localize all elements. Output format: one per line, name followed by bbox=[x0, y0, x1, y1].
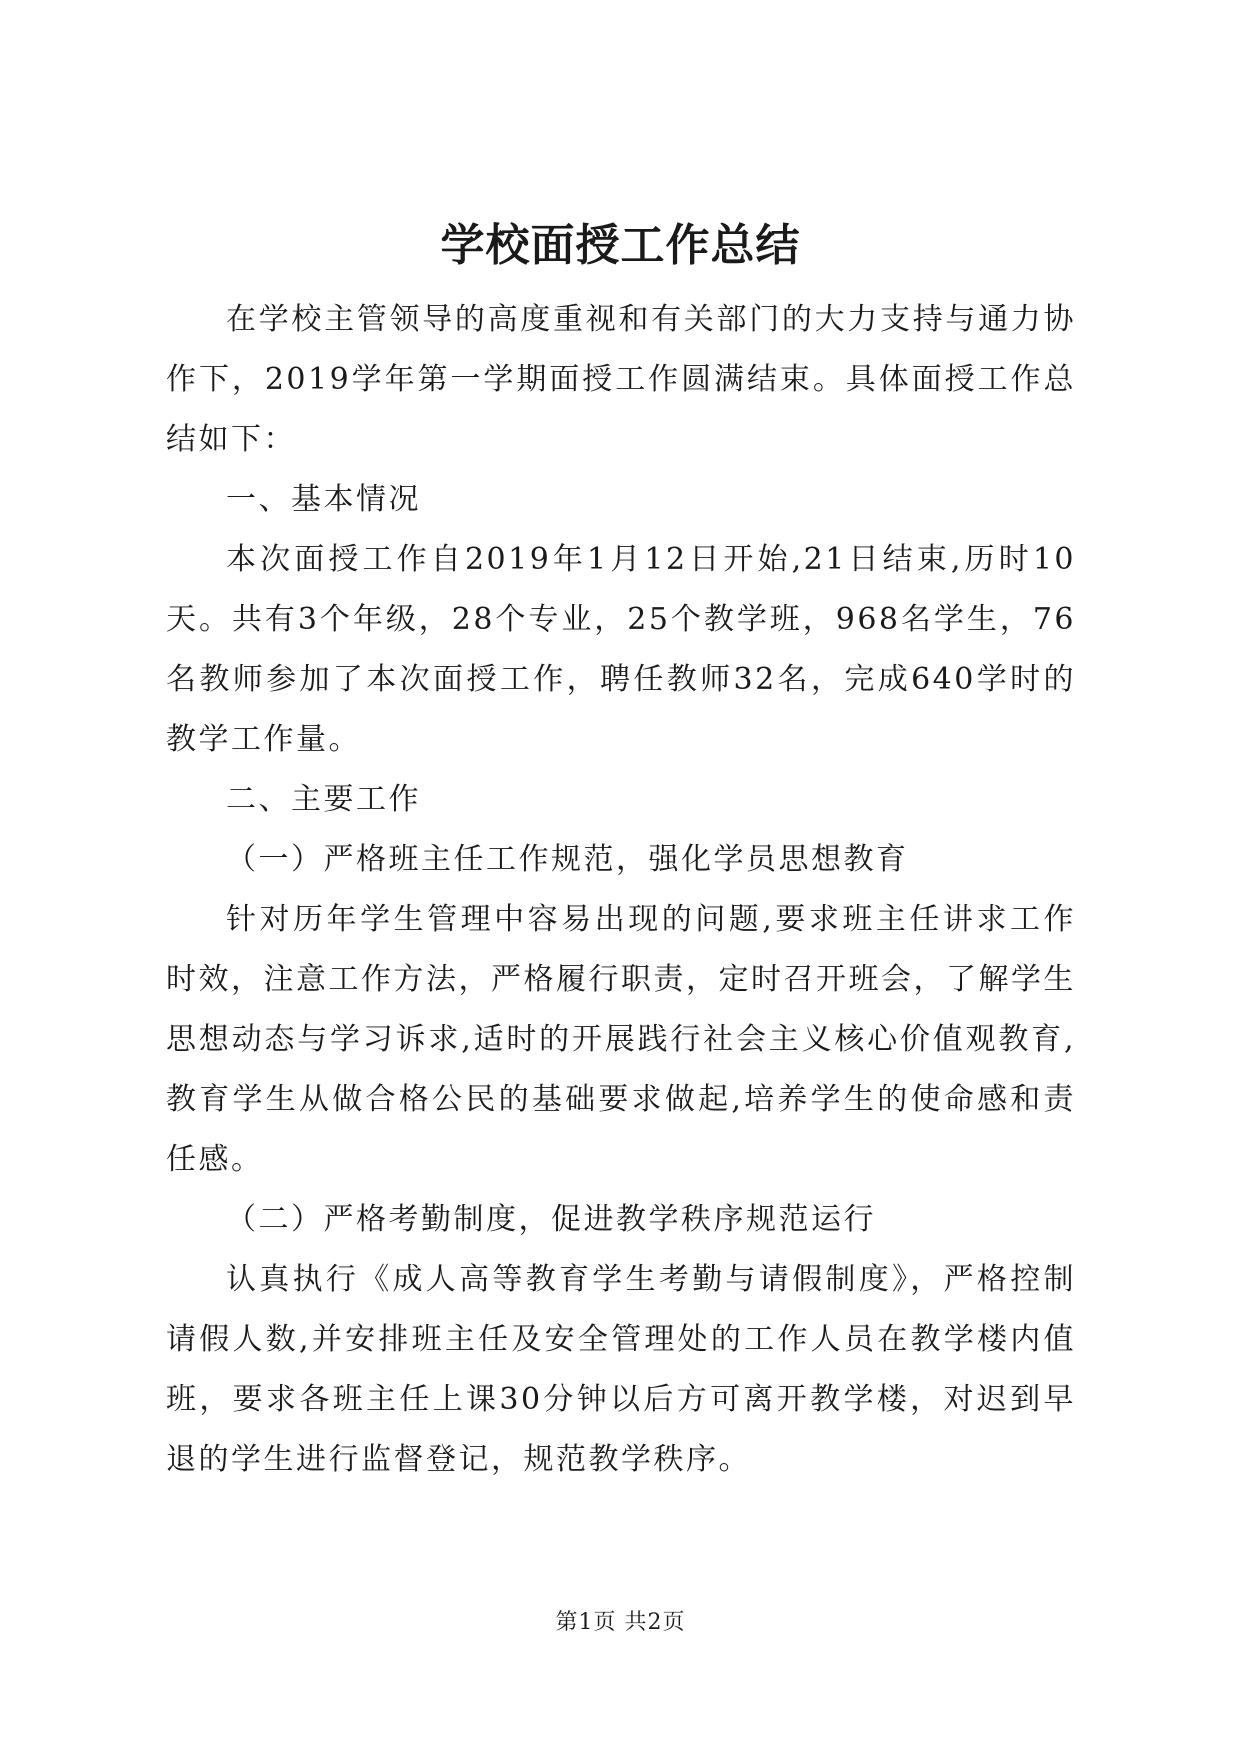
document-title: 学校面授工作总结 bbox=[440, 220, 801, 271]
subsection-1-paragraph: 针对历年学生管理中容易出现的问题,要求班主任讲求工作时效，注意工作方法，严格履行职责，定时召开班会，了解学生思想动态与学习诉求,适时的开展践行社会主义核心价值观教育,教育学生从做合格公民的基础要求做起,培养学生的使命感和责任感。 bbox=[166, 902, 1076, 1177]
basic-info-paragraph: 本次面授工作自2019年1月12日开始,21日结束,历时10天。共有3个年级，28个专业，25个教学班，968名学生，76名教师参加了本次面授工作，聘任教师32名，完成640学时的教学工作量。 bbox=[166, 542, 1076, 757]
section-heading-basic: 一、基本情况 bbox=[226, 482, 421, 517]
section-heading-main-work: 二、主要工作 bbox=[226, 782, 421, 817]
intro-paragraph: 在学校主管领导的高度重视和有关部门的大力支持与通力协作下，2019学年第一学期面授工作圆满结束。具体面授工作总结如下： bbox=[166, 302, 1076, 457]
document-body bbox=[166, 290, 1076, 1490]
subsection-2-paragraph: 认真执行《成人高等教育学生考勤与请假制度》，严格控制请假人数,并安排班主任及安全管理处的工作人员在教学楼内值班，要求各班主任上课30分钟以后方可离开教学楼，对迟到早退的学生进行监督登记，规范教学秩序。 bbox=[166, 1262, 1076, 1477]
subsection-heading-2: （二）严格考勤制度，促进教学秩序规范运行 bbox=[226, 1202, 876, 1237]
page-number-footer: 第1页 共2页 bbox=[555, 1610, 686, 1635]
subsection-heading-1: （一）严格班主任工作规范，强化学员思想教育 bbox=[226, 842, 909, 877]
